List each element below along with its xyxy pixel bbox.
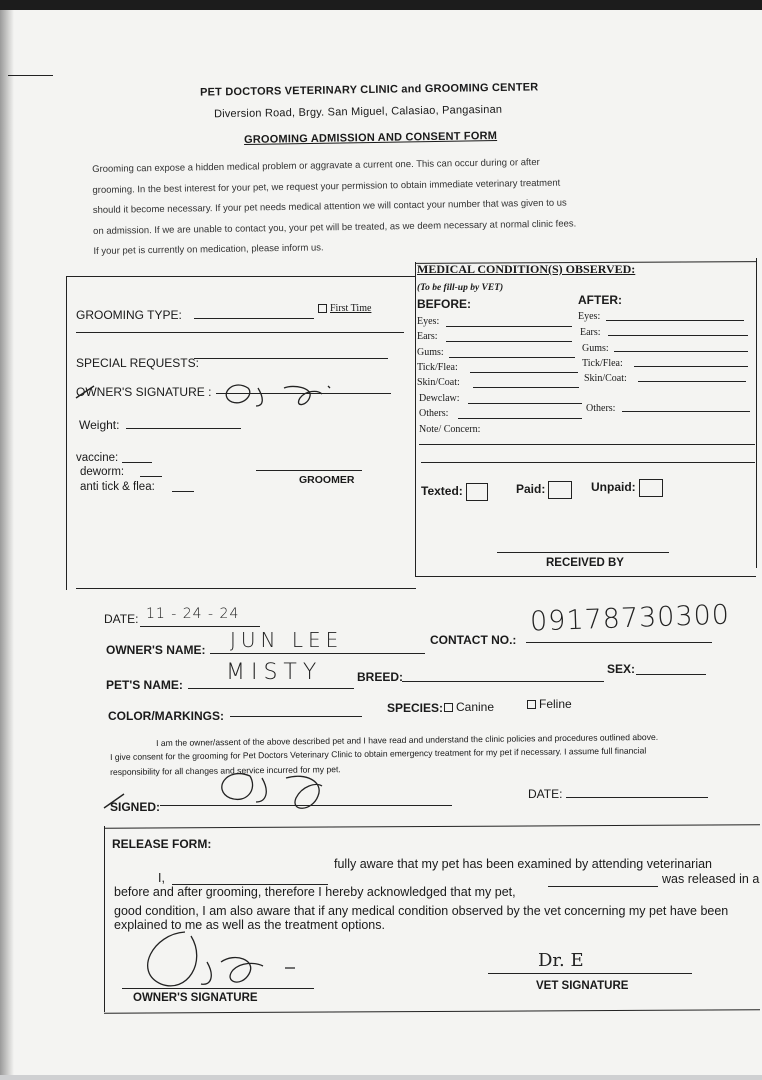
sex-label: SEX: <box>607 662 636 676</box>
intro-line: grooming. In the best interest for your pet, we request your permission to obtain immediate veterinary treatment <box>92 177 561 196</box>
release-line-2b: was released in a <box>662 872 760 886</box>
breed-label: BREED: <box>357 670 404 684</box>
owner-name-value[interactable]: JUN LEE <box>230 628 344 652</box>
deworm-line[interactable] <box>140 476 162 477</box>
after-eyes: Eyes: <box>578 311 601 322</box>
release-box-left <box>104 826 105 1012</box>
owner-name-label: OWNER'S NAME: <box>106 643 206 657</box>
after-gums: Gums: <box>582 343 609 354</box>
before-ears: Ears: <box>417 331 438 342</box>
before-gums-line[interactable] <box>449 357 575 358</box>
intro-line: on admission. If we are unable to contact you, your pet will be treated, as we deem necessary at normal clinic fees. <box>93 217 577 237</box>
sex-line[interactable] <box>636 674 706 675</box>
before-dewclaw: Dewclaw: <box>419 393 460 404</box>
release-owner-signature-strokes <box>135 922 315 992</box>
pet-name-label: PET'S NAME: <box>106 678 183 692</box>
anti-tick-label: anti tick & flea: <box>80 481 155 493</box>
consent-line-2: I give consent for the grooming for Pet Doctors Veterinary Clinic to obtain emergency treatment for my pet if necessary. I assume full financial <box>110 745 647 762</box>
texted-checkbox[interactable] <box>466 483 488 501</box>
unpaid-option[interactable] <box>591 479 663 497</box>
box-top-left <box>66 276 416 277</box>
pet-name-value[interactable]: MISTY <box>226 660 323 685</box>
box-divider <box>415 262 416 577</box>
date-value[interactable]: 11 - 24 - 24 <box>146 606 240 622</box>
pet-name-line <box>188 688 354 689</box>
after-tick: Tick/Flea: <box>582 358 623 369</box>
unpaid-label: Unpaid: <box>591 480 636 495</box>
after-gums-line[interactable] <box>614 351 748 352</box>
release-i: I, <box>158 871 165 885</box>
canine-option[interactable] <box>444 700 494 714</box>
feline-option[interactable] <box>527 697 572 711</box>
before-tick: Tick/Flea: <box>417 362 458 373</box>
release-title: RELEASE FORM: <box>112 837 212 851</box>
weight-label: Weight: <box>79 418 120 432</box>
medical-title: MEDICAL CONDITION(S) OBSERVED: <box>417 262 636 276</box>
before-gums: Gums: <box>417 347 444 358</box>
texted-label: Texted: <box>421 484 463 499</box>
before-tick-line[interactable] <box>470 372 578 373</box>
canine-label: Canine <box>456 700 495 714</box>
consent-line-3: responsibility for all changes and service incurred for my pet. <box>110 764 341 777</box>
anti-tick-line[interactable] <box>172 491 194 492</box>
deworm-label: deworm: <box>80 466 125 478</box>
before-others-line[interactable] <box>458 418 582 419</box>
clinic-address: Diversion Road, Brgy. San Miguel, Calasiao, Pangasinan <box>213 103 503 121</box>
before-dewclaw-line[interactable] <box>468 403 582 404</box>
before-eyes-line[interactable] <box>446 326 572 327</box>
before-others: Others: <box>419 408 449 419</box>
received-by-label: RECEIVED BY <box>546 557 624 569</box>
release-owner-signature-label: OWNER'S SIGNATURE <box>133 992 258 1004</box>
after-ears: Ears: <box>580 327 601 338</box>
weight-line[interactable] <box>126 428 241 429</box>
signed-signature-strokes <box>100 768 360 818</box>
clinic-name: PET DOCTORS VETERINARY CLINIC and GROOMING CENTER <box>199 81 539 99</box>
owner-name-line <box>210 653 425 654</box>
release-line-4: explained to me as well as the treatment options. <box>114 918 385 932</box>
intro-paragraph <box>92 152 577 262</box>
before-heading: BEFORE: <box>417 297 471 311</box>
box-bottom-right <box>415 576 756 577</box>
signed-label: SIGNED: <box>110 800 161 814</box>
special-requests-label: SPECIAL REQUESTS: <box>76 356 199 370</box>
vaccine-label: vaccine: <box>76 452 119 464</box>
stray-mark <box>8 75 53 76</box>
contact-line <box>526 642 712 643</box>
first-time-option[interactable] <box>318 303 371 314</box>
after-ears-line[interactable] <box>608 335 748 336</box>
vet-signature-label: VET SIGNATURE <box>536 980 629 992</box>
groomer-line[interactable] <box>256 470 362 471</box>
paid-label: Paid: <box>516 482 546 497</box>
date-line <box>140 626 260 627</box>
first-time-label: First Time <box>330 303 372 314</box>
intro-line: If your pet is currently on medication, please inform us. <box>93 242 324 257</box>
canine-checkbox[interactable] <box>444 703 453 712</box>
medical-note: (To be fill-up by VET) <box>417 283 504 293</box>
received-by-line[interactable] <box>497 552 669 553</box>
grooming-type-label: GROOMING TYPE: <box>76 308 182 322</box>
color-line[interactable] <box>230 716 362 717</box>
consent-line-1: I am the owner/assent of the above described pet and I have read and understand the clinic policies and procedures outlined above. <box>156 731 659 748</box>
intro-line: should it become necessary. If your pet needs medical attention we will contact your number that was given to us <box>92 197 567 216</box>
release-line-1: fully aware that my pet has been examined by attending veterinarian <box>334 857 713 871</box>
breed-line[interactable] <box>402 681 604 682</box>
owner-signature-release-line[interactable] <box>122 988 314 989</box>
before-skin: Skin/Coat: <box>417 377 460 388</box>
signed-date-line[interactable] <box>566 797 708 798</box>
after-heading: AFTER: <box>578 293 622 307</box>
before-eyes: Eyes: <box>417 316 440 327</box>
species-label: SPECIES: <box>387 701 444 715</box>
unpaid-checkbox[interactable] <box>639 479 663 497</box>
grooming-extra-line[interactable] <box>76 332 404 333</box>
scan-left-shadow <box>0 10 14 1075</box>
before-skin-line[interactable] <box>473 387 579 388</box>
vet-signature-value[interactable]: Dr. E <box>538 950 584 971</box>
owner-signature-strokes <box>72 380 412 410</box>
after-others-line[interactable] <box>622 411 750 412</box>
feline-checkbox[interactable] <box>527 700 536 709</box>
special-requests-line[interactable] <box>194 358 388 359</box>
contact-value[interactable]: 09178730300 <box>529 599 731 638</box>
form-title: GROOMING ADMISSION AND CONSENT FORM <box>243 130 498 146</box>
paid-checkbox[interactable] <box>548 481 572 499</box>
after-skin-line[interactable] <box>638 381 746 382</box>
contact-label: CONTACT NO.: <box>430 633 517 647</box>
release-pet-line[interactable] <box>548 886 658 887</box>
box-bottom-left <box>76 588 416 589</box>
intro-line: Grooming can expose a hidden medical problem or aggravate a current one. This can occur during or after <box>92 156 540 175</box>
vet-signature-line[interactable] <box>488 973 692 974</box>
paid-option[interactable] <box>516 481 572 499</box>
after-tick-line[interactable] <box>634 366 748 367</box>
after-others: Others: <box>586 403 616 414</box>
release-line-3: good condition, I am also aware that if any medical condition observed by the vet concerning my pet have been <box>114 904 729 918</box>
box-left-edge <box>66 276 67 590</box>
first-time-checkbox[interactable] <box>318 304 327 313</box>
texted-option[interactable] <box>421 483 488 501</box>
note-line-2[interactable] <box>421 462 755 463</box>
note-concern-label: Note/ Concern: <box>419 424 481 435</box>
vaccine-line[interactable] <box>122 462 152 463</box>
grooming-type-line[interactable] <box>194 318 314 319</box>
note-line-1[interactable] <box>419 444 755 445</box>
signed-date-label: DATE: <box>528 787 563 801</box>
before-ears-line[interactable] <box>446 341 572 342</box>
box-right-edge <box>756 258 757 568</box>
after-eyes-line[interactable] <box>606 320 744 321</box>
feline-label: Feline <box>539 697 572 711</box>
color-label: COLOR/MARKINGS: <box>108 709 224 723</box>
groomer-label: GROOMER <box>299 474 355 486</box>
release-line-2a: before and after grooming, therefore I hereby acknowledged that my pet, <box>114 885 516 899</box>
owner-signature-label: OWNER'S SIGNATURE : <box>76 385 212 399</box>
after-skin: Skin/Coat: <box>584 373 627 384</box>
date-label: DATE: <box>104 612 139 626</box>
